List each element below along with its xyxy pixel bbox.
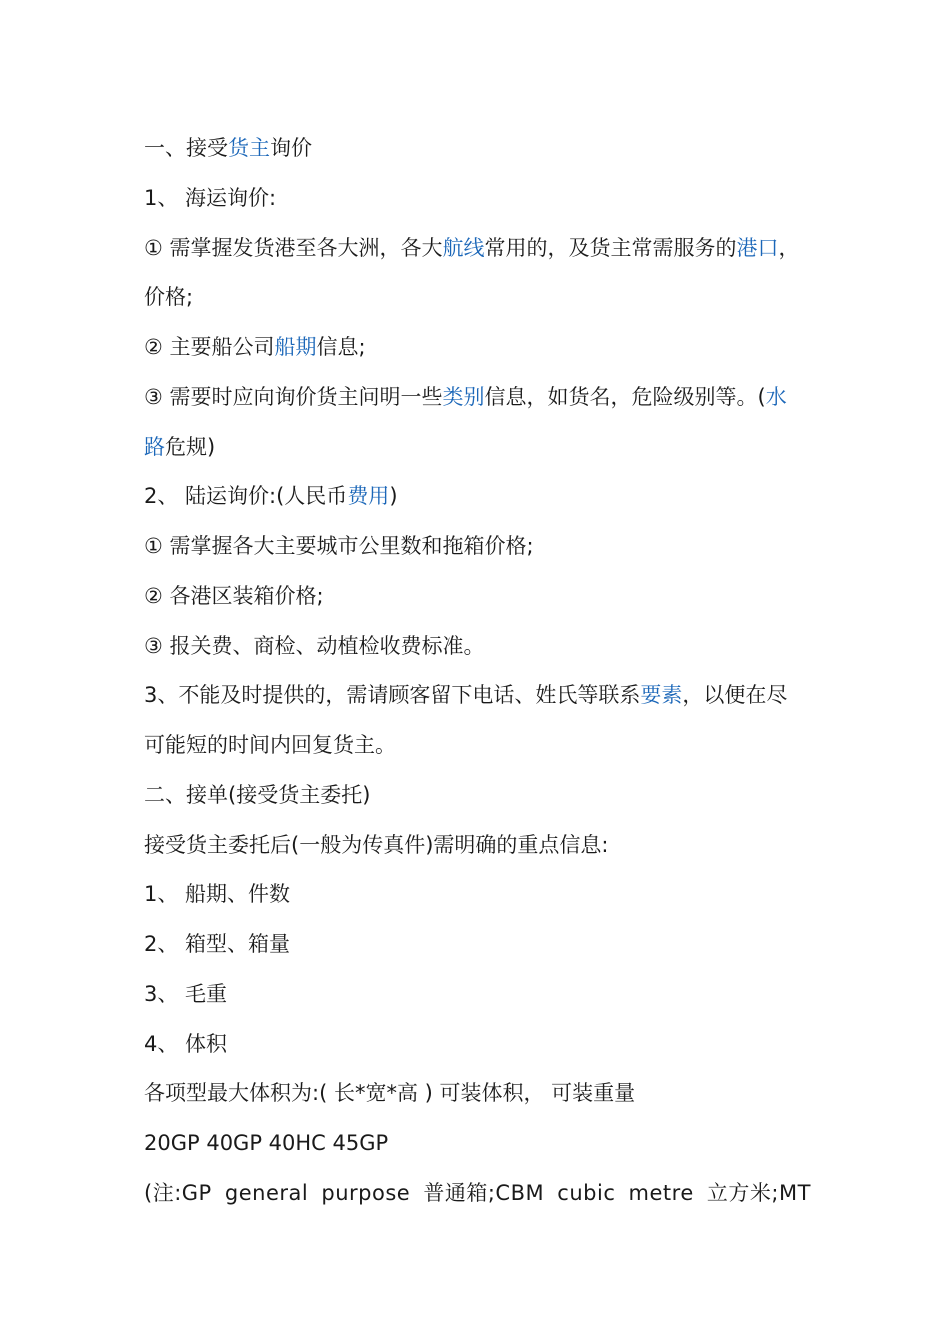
text-segment: 询价 [270,136,312,160]
text-segment: ① 需掌握各大主要城市公里数和拖箱价格; [144,534,534,558]
term-link[interactable]: 船期 [274,335,317,359]
text-line [144,572,816,622]
text-segment: 1、 船期、件数 [144,882,291,907]
text-segment: 20GP 40GP 40HC 45GP [144,1131,389,1155]
text-segment: 各项型最大体积为:( 长*宽*高 ) 可装体积， 可装重量 [144,1081,636,1106]
text-segment: 3、 毛重 [144,981,228,1006]
text-line [144,721,816,771]
text-segment: ① 需掌握发货港至各大洲，各大 [144,235,443,260]
text-line [144,970,816,1020]
text-line [144,423,816,473]
text-line [144,870,816,920]
text-line [144,323,816,373]
text-segment: 3、不能及时提供的，需请顾客留下电话、姓氏等联系 [144,683,641,708]
text-line [144,472,816,522]
text-segment: 价格; [144,285,194,310]
text-segment: ② 主要船公司 [144,335,275,359]
text-line [144,1169,816,1219]
text-line [144,920,816,970]
text-segment: ，以便在尽 [682,683,788,708]
text-segment: 接受货主委托后(一般为传真件)需明确的重点信息: [144,832,609,857]
term-link[interactable]: 货主 [228,136,270,160]
term-link[interactable]: 港口 [736,235,779,260]
text-segment: 信息; [316,335,366,359]
term-link[interactable]: 水 [765,384,787,409]
text-line [144,124,816,174]
text-line [144,174,816,224]
term-link[interactable]: 费用 [347,484,390,509]
text-line [144,771,816,821]
text-segment: 危规) [165,434,216,459]
text-line [144,1020,816,1070]
text-segment: 信息，如货名，危险级别等。( [484,384,766,409]
text-segment: 4、 体积 [144,1031,228,1056]
term-link[interactable]: 航线 [442,235,485,260]
text-segment: ， [778,235,800,260]
text-segment: ) [389,484,398,509]
text-line [144,1119,816,1169]
text-line [144,373,816,423]
term-link[interactable]: 类别 [442,384,485,409]
text-line [144,622,816,672]
term-link[interactable]: 要素 [640,683,683,708]
text-segment: 常用的，及货主常需服务的 [484,235,737,260]
term-link[interactable]: 路 [144,434,165,459]
text-segment: 可能短的时间内回复货主。 [144,733,396,757]
text-segment: (注:GP general purpose 普通箱;CBM cubic metre 立方米;MT [144,1180,811,1205]
text-segment: 一、接受 [144,136,228,160]
text-segment: 1、 海运询价: [144,185,277,210]
text-line [144,273,816,323]
text-segment: 二、接单(接受货主委托) [144,782,371,807]
text-line [144,224,816,274]
text-line [144,671,816,721]
document-body [144,124,816,1219]
text-segment: 2、 陆运询价:(人民币 [144,484,348,509]
text-line [144,1069,816,1119]
text-segment: ③ 报关费、商检、动植检收费标准。 [144,633,485,658]
text-line [144,522,816,572]
text-line [144,821,816,871]
text-segment: 2、 箱型、箱量 [144,932,291,956]
text-segment: ② 各港区装箱价格; [144,583,324,608]
text-segment: ③ 需要时应向询价货主问明一些 [144,384,443,409]
